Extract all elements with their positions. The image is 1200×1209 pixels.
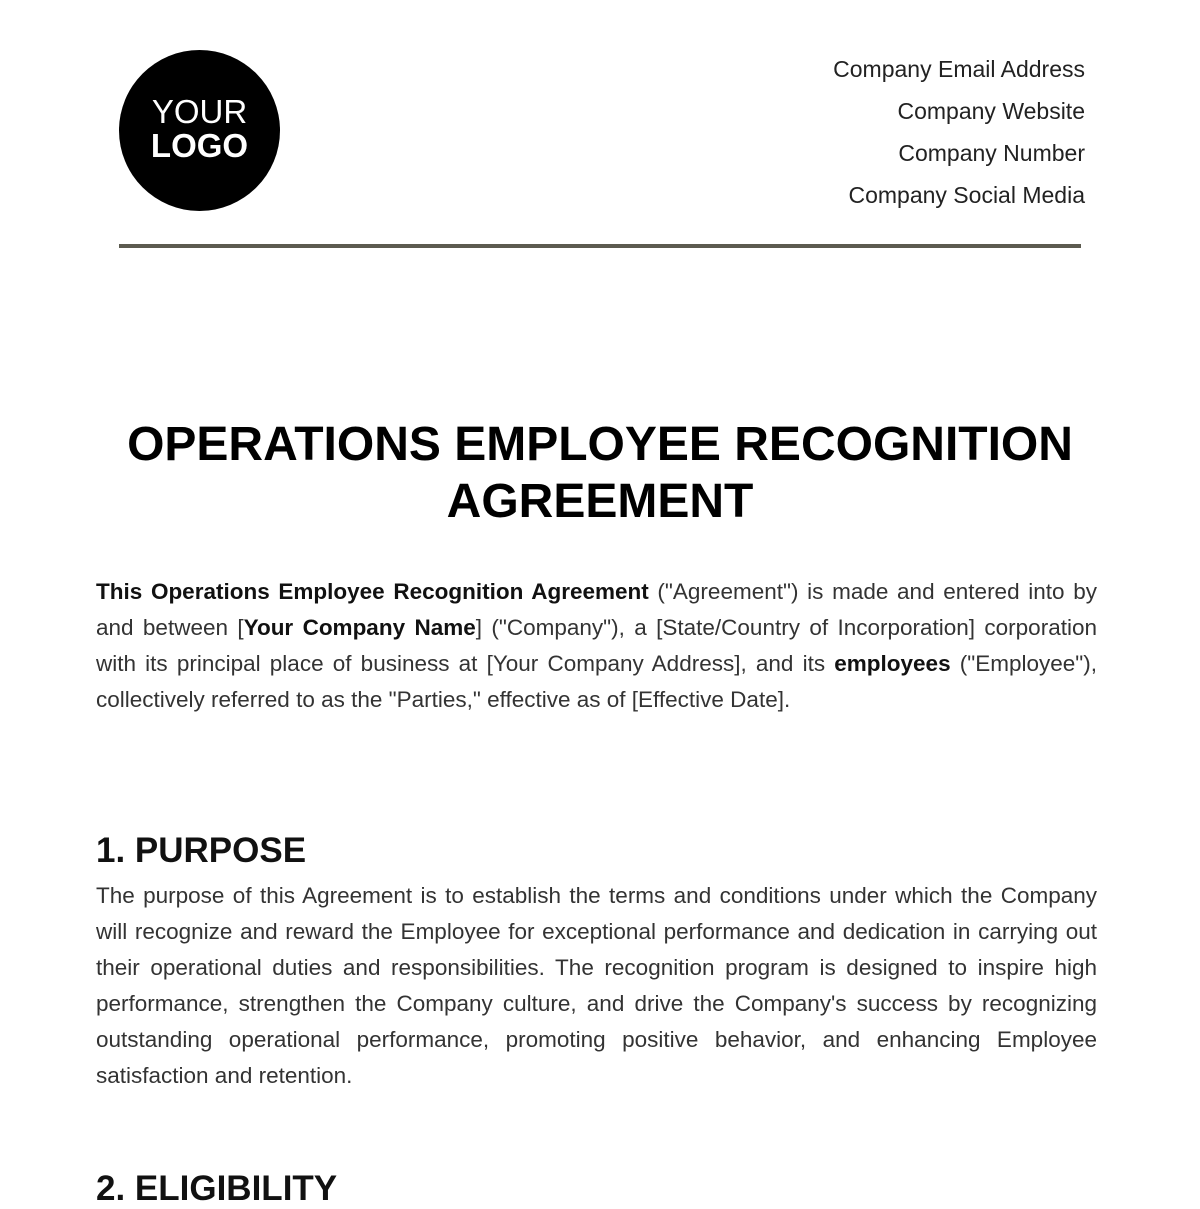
company-logo xyxy=(119,50,280,211)
company-name-placeholder: Your Company Name xyxy=(243,615,476,640)
company-number: Company Number xyxy=(898,140,1085,166)
logo-line-2: LOGO xyxy=(150,127,249,164)
agreement-name: This Operations Employee Recognition Agreement xyxy=(96,579,649,604)
intro-text: ("Agreement") is made and entered into by and between [ xyxy=(96,579,1097,640)
employees-term: employees xyxy=(834,651,951,676)
header-divider xyxy=(119,244,1081,248)
document-title: OPERATIONS EMPLOYEE RECOGNITION AGREEMENT xyxy=(127,418,1073,528)
intro-text: ("Employee"), collectively referred to as the "Parties," effective as of [Effective Date]. xyxy=(96,651,1098,712)
company-email: Company Email Address xyxy=(833,56,1085,82)
company-website: Company Website xyxy=(897,98,1085,124)
intro-paragraph xyxy=(96,574,1097,718)
company-social-media: Company Social Media xyxy=(848,182,1085,208)
logo-line-1: YOUR xyxy=(151,93,248,130)
company-contact-info xyxy=(833,52,1085,220)
intro-text: ] ("Company"), a [State/Country of Incorporation] corporation with its principal place of business at [Your Company Address], and its xyxy=(96,615,1097,676)
section-heading-eligibility: 2. ELIGIBILITY xyxy=(96,1169,338,1208)
section-heading-purpose: 1. PURPOSE xyxy=(96,831,307,870)
purpose-paragraph: The purpose of this Agreement is to establish the terms and conditions under which the Company will recognize and reward the Employee for exceptional performance and dedication in carrying out their operational duties and responsibilities. The recognition program is designed to inspire high performance, strengthen the Company culture, and drive the Company's success by recognizing outstanding operational performance, promoting positive behavior, and enhancing Employee satisfaction and retention. xyxy=(96,883,1097,1088)
